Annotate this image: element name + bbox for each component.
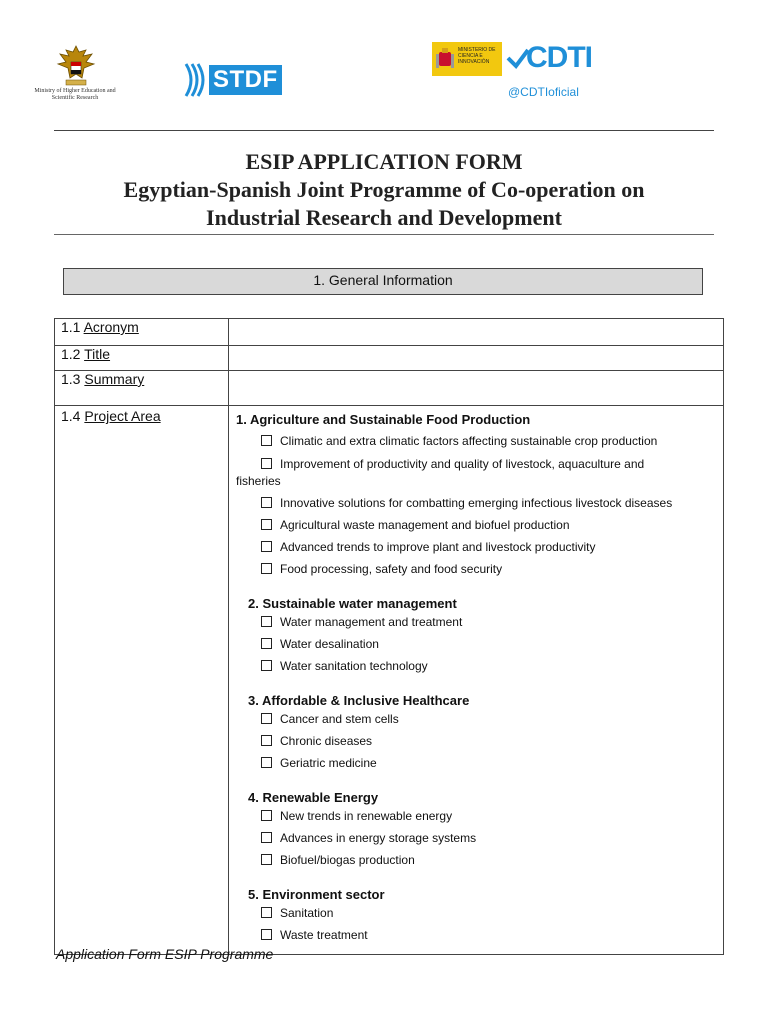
row-project-area: 1.4 Project Area 1. Agriculture and Sustainable Food Production Climatic and extra climatic factors affecting sustainable crop production Improvement of productivity and quality of livestock, aquaculture and fisheries Innovative solutions for combatting emerging infectious livestock diseases Agricultural waste management and biofuel production Advanced trends to improve plant and livestock productivity Food processing, safety and food security 2. Sustainable water management Water management and treatment Water desalination Water sanitation technology 3. Affordable & Inclusive Healthcare Cancer and stem cells Chronic diseases Geriatric medicine 4. Renewable Energy New trends in renewable energy Advances in energy storage systems Biofuel/biogas production 5. Environment sector Sanitation Waste treatment: [55, 406, 724, 955]
form-title: [54, 148, 714, 232]
ministry-logo: [30, 44, 120, 108]
area-option[interactable]: Climatic and extra climatic factors affecting sustainable crop production: [236, 433, 715, 450]
cdti-logo: [506, 40, 590, 80]
area-option[interactable]: New trends in renewable energy: [236, 808, 715, 825]
area-option[interactable]: Advanced trends to improve plant and livestock productivity: [236, 539, 715, 556]
checkbox[interactable]: [261, 638, 272, 649]
spain-crest-icon: [436, 46, 454, 72]
stdf-wordmark: STDF: [209, 65, 282, 95]
area-option[interactable]: Biofuel/biogas production: [236, 852, 715, 869]
checkbox[interactable]: [261, 616, 272, 627]
project-area-label: Project Area: [84, 408, 161, 424]
stdf-mark-icon: [182, 60, 210, 100]
cdti-wordmark: CDTI: [526, 41, 592, 74]
checkbox[interactable]: [261, 832, 272, 843]
summary-field[interactable]: [229, 371, 724, 406]
area-option[interactable]: Innovative solutions for combatting emerging infectious livestock diseases: [236, 495, 715, 512]
checkbox[interactable]: [261, 735, 272, 746]
spain-ministry-logo: [432, 42, 502, 76]
ministry-caption: Ministry of Higher Education and Scientific Research: [34, 88, 116, 101]
area-option[interactable]: Agricultural waste management and biofuel production: [236, 517, 715, 534]
checkbox[interactable]: [261, 497, 272, 508]
area-heading: 5. Environment sector: [248, 887, 385, 902]
area-option[interactable]: Advances in energy storage systems: [236, 830, 715, 847]
spain-ministry-text: MINISTERIO DE CIENCIA E INNOVACIÓN: [458, 47, 496, 65]
general-info-table: [54, 318, 724, 955]
checkbox[interactable]: [261, 810, 272, 821]
title-line-1: ESIP APPLICATION FORM: [245, 149, 523, 174]
checkbox[interactable]: [261, 435, 272, 446]
checkbox[interactable]: [261, 854, 272, 865]
stdf-logo: [182, 60, 288, 102]
area-option[interactable]: Waste treatment: [236, 927, 715, 944]
checkbox[interactable]: [261, 563, 272, 574]
area-option[interactable]: Improvement of productivity and quality of livestock, aquaculture and fisheries: [236, 457, 645, 488]
checkbox[interactable]: [261, 907, 272, 918]
area-heading: 1. Agriculture and Sustainable Food Production: [236, 412, 531, 427]
acronym-field[interactable]: [229, 319, 724, 346]
area-option[interactable]: Water desalination: [236, 636, 715, 653]
area-option[interactable]: Water sanitation technology: [236, 658, 715, 675]
checkbox[interactable]: [261, 929, 272, 940]
area-option[interactable]: Food processing, safety and food security: [236, 561, 715, 578]
acronym-label: Acronym: [83, 319, 139, 335]
row-title: 1.2 Title: [55, 346, 724, 371]
cdti-handle: @CDTIoficial: [508, 85, 579, 99]
row-summary: 1.3 Summary: [55, 371, 724, 406]
checkbox[interactable]: [261, 660, 272, 671]
summary-label: Summary: [84, 371, 145, 387]
area-heading: 2. Sustainable water management: [248, 596, 457, 611]
title-rule: [54, 234, 714, 235]
section-header: 1. General Information: [63, 268, 703, 295]
row-acronym: 1.1 Acronym: [55, 319, 724, 346]
title-line-3: Industrial Research and Development: [206, 205, 562, 230]
checkbox[interactable]: [261, 458, 272, 469]
area-option[interactable]: Geriatric medicine: [236, 755, 715, 772]
title-field[interactable]: [229, 346, 724, 371]
checkbox[interactable]: [261, 519, 272, 530]
area-heading: 3. Affordable & Inclusive Healthcare: [248, 693, 470, 708]
area-heading: 4. Renewable Energy: [248, 790, 379, 805]
area-option[interactable]: Chronic diseases: [236, 733, 715, 750]
page-footer: Application Form ESIP Programme: [56, 946, 274, 962]
title-label: Title: [84, 346, 111, 362]
checkbox[interactable]: [261, 713, 272, 724]
title-line-2: Egyptian-Spanish Joint Programme of Co-operation on: [123, 177, 645, 202]
area-option[interactable]: Water management and treatment: [236, 614, 715, 631]
top-rule: [54, 130, 714, 131]
checkbox[interactable]: [261, 757, 272, 768]
project-area-options: [229, 406, 724, 955]
eagle-crest-icon: [56, 44, 96, 88]
area-option[interactable]: Cancer and stem cells: [236, 711, 715, 728]
checkbox[interactable]: [261, 541, 272, 552]
area-option[interactable]: Sanitation: [236, 905, 715, 922]
